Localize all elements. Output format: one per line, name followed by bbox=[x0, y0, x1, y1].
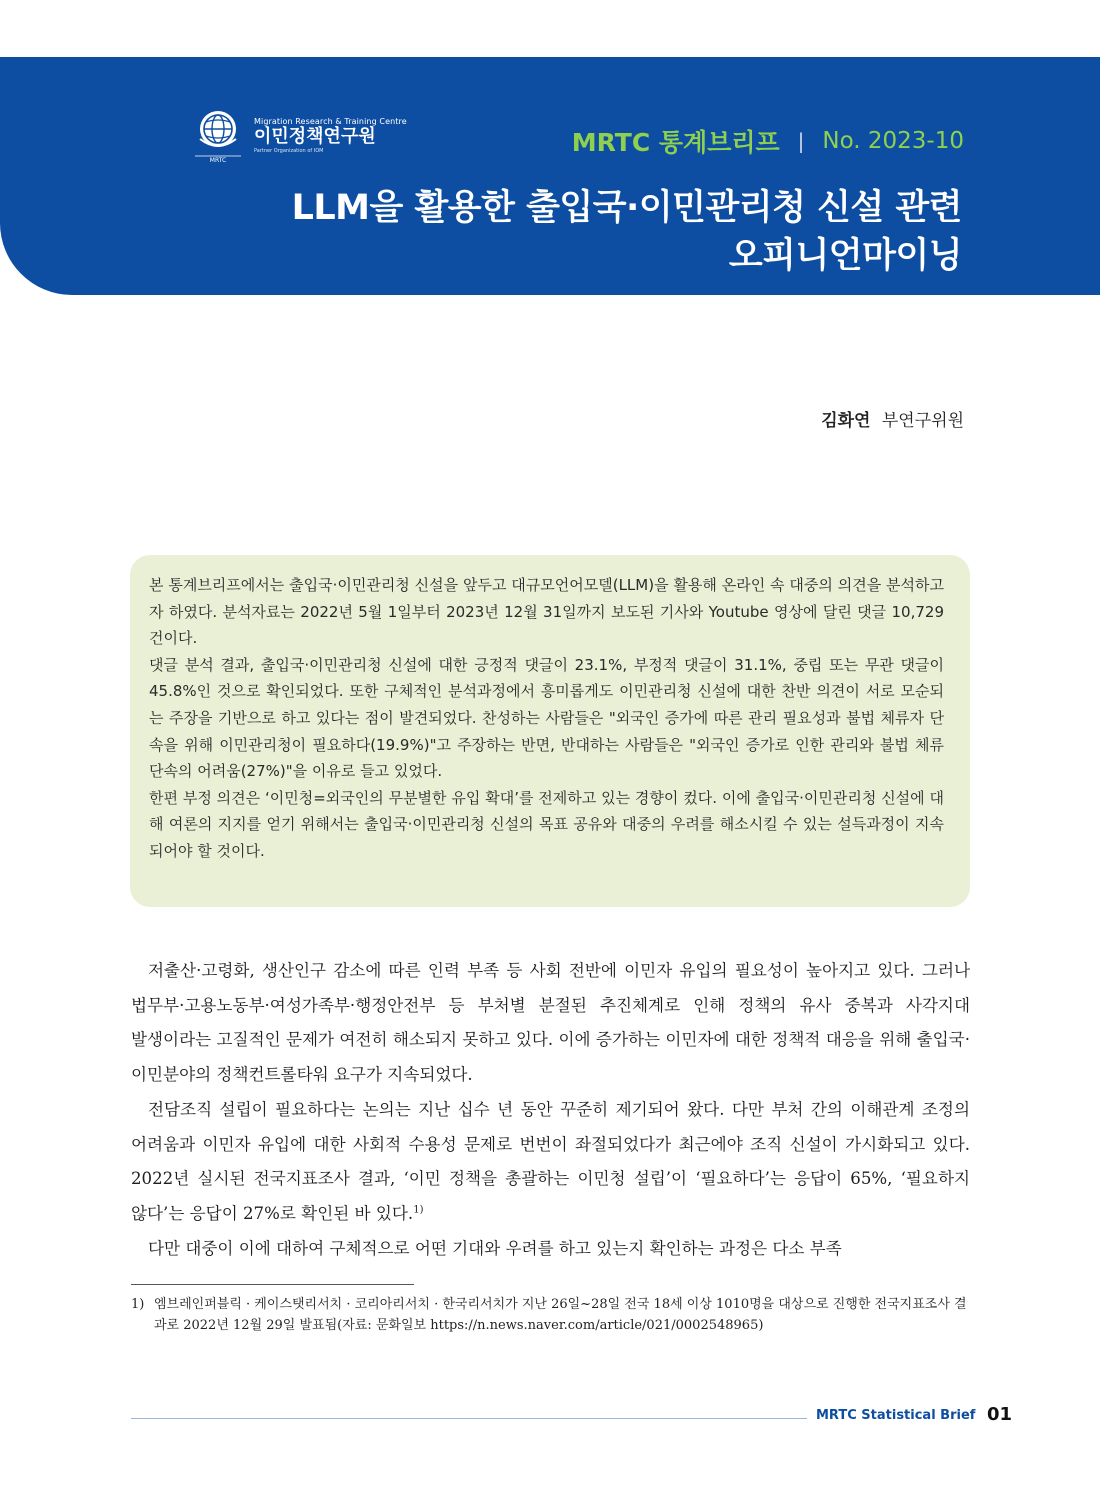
header-banner bbox=[0, 57, 1100, 295]
body-paragraph bbox=[131, 1093, 970, 1232]
summary-box bbox=[130, 555, 970, 907]
series-label bbox=[572, 123, 964, 159]
footer-divider bbox=[131, 1418, 807, 1419]
summary-paragraph: 한편 부정 의견은 ‘이민청=외국인의 무분별한 유입 확대’를 전제하고 있는 경향이 컸다. 이에 출입국·이민관리청 신설에 대해 여론의 지지를 얻기 위해서는 출입국·이민관리청 신설의 목표 공유와 대중의 우려를 해소시킬 수 있는 설득과정이 지속되어야 할 것이다. bbox=[149, 788, 944, 860]
logo-korean-name: 이민정책연구원 bbox=[254, 125, 376, 147]
body-paragraph bbox=[131, 954, 970, 1093]
series-name: MRTC 통계브리프 bbox=[571, 128, 780, 157]
title-line-1: LLM을 활용한 출입국·이민관리청 신설 관련 bbox=[291, 188, 962, 228]
body-paragraph-text: 저출산·고령화, 생산인구 감소에 따른 인력 부족 등 사회 전반에 이민자 유입의 필요성이 높아지고 있다. 그러나 법무부·고용노동부·여성가족부·행정안전부 등 부처별 분절된 추진체계로 인해 정책의 유사 중복과 사각지대 발생이라는 고질적인 문제가 여전히 해소되지 못하고 있다. 이에 증가하는 이민자에 대한 정책적 대응을 위해 출입국·이민분야의 정책컨트롤타워 요구가 지속되었다. bbox=[131, 961, 970, 1085]
logo-english-name: Migration Research & Training Centre bbox=[254, 116, 407, 126]
footnote-number: 1) bbox=[131, 1297, 145, 1312]
author-role: 부연구위원 bbox=[881, 411, 964, 431]
body-text bbox=[131, 954, 970, 1266]
page-title bbox=[292, 184, 962, 280]
body-paragraph-text: 다만 대중이 이에 대하여 구체적으로 어떤 기대와 우려를 하고 있는지 확인하는 과정은 다소 부족 bbox=[148, 1238, 842, 1258]
footnote-ref: 1) bbox=[413, 1204, 424, 1216]
footnote-divider bbox=[131, 1284, 414, 1285]
author-line bbox=[821, 406, 964, 431]
logo-subtitle: Partner Organization of IOM bbox=[254, 147, 324, 154]
body-paragraph-text: 전담조직 설립이 필요하다는 논의는 지난 십수 년 동안 꾸준히 제기되어 왔다. 다만 부처 간의 이해관계 조정의 어려움과 이민자 유입에 대한 사회적 수용성 문제로 번번이 좌절되었다가 최근에야 조직 신설이 가시화되고 있다. 2022년 실시된 전국지표조사 결과, ‘이민 정책을 총괄하는 이민청 설립’이 ‘필요하다’는 응답이 65%, ‘필요하지 않다’는 응답이 27%로 확인된 바 있다. bbox=[131, 1099, 970, 1223]
page-number: 01 bbox=[987, 1404, 1013, 1425]
body-paragraph bbox=[131, 1232, 970, 1267]
footer-label: MRTC Statistical Brief bbox=[816, 1408, 976, 1423]
footnote bbox=[131, 1294, 970, 1336]
logo bbox=[192, 105, 407, 165]
logo-badge: MRTC bbox=[209, 157, 227, 164]
summary-paragraph: 댓글 분석 결과, 출입국·이민관리청 신설에 대한 긍정적 댓글이 23.1%, 부정적 댓글이 31.1%, 중립 또는 무관 댓글이 45.8%인 것으로 확인되었다. 또한 구체적인 분석과정에서 흥미롭게도 이민관리청 신설에 대한 찬반 의견이 서로 모순되는 주장을 기반으로 하고 있다는 점이 발견되었다. 찬성하는 사람들은 "외국인 증가에 따른 관리 필요성과 불법 체류자 단속을 위해 이민관리청이 필요하다(19.9%)"고 주장하는 반면, 반대하는 사람들은 "외국인 증가로 인한 관리와 불법 체류 단속의 어려움(27%)"을 이유로 들고 있었다. bbox=[149, 655, 945, 781]
issue-number: No. 2023-10 bbox=[822, 128, 964, 154]
globe-logo-icon bbox=[192, 105, 244, 165]
series-separator: | bbox=[797, 129, 805, 153]
title-line-2: 오피니언마이닝 bbox=[728, 236, 962, 276]
summary-paragraph: 본 통계브리프에서는 출입국·이민관리청 신설을 앞두고 대규모언어모델(LLM)을 활용해 온라인 속 대중의 의견을 분석하고자 하였다. 분석자료는 2022년 5월 1일부터 2023년 12월 31일까지 보도된 기사와 Youtube 영상에 달린 댓글 10,729건이다. bbox=[149, 576, 944, 648]
footnote-text: 엠브레인퍼블릭 · 케이스탯리서치 · 코리아리서치 · 한국리서치가 지난 26일~28일 전국 18세 이상 1010명을 대상으로 진행한 전국지표조사 결과로 2022년 12월 29일 발표됨(자료: 문화일보 https://n.news.naver.com/article/021/0002548965) bbox=[154, 1297, 967, 1333]
author-name: 김화연 bbox=[821, 411, 871, 431]
